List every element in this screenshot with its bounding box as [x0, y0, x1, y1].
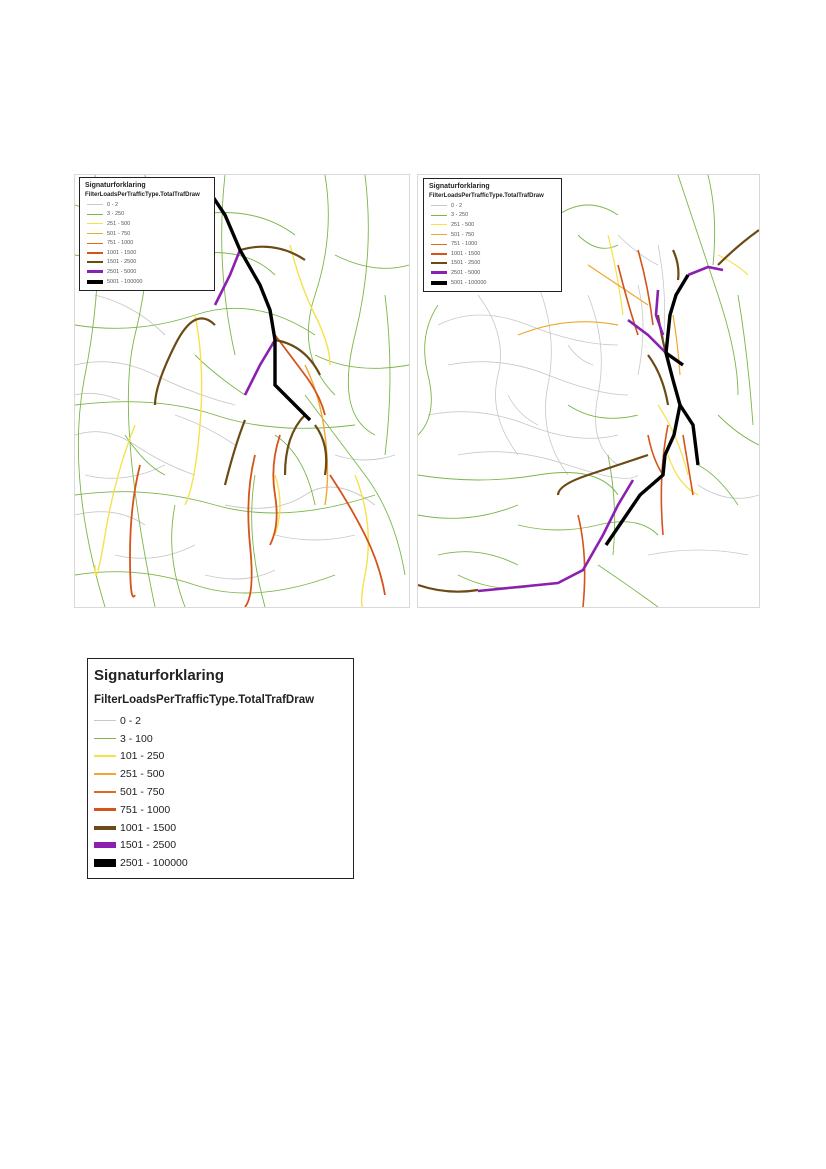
legend-row	[85, 219, 209, 229]
legend-label: 2501 - 5000	[107, 268, 137, 275]
legend-label: 1001 - 1500	[120, 821, 177, 834]
legend-row	[429, 230, 556, 240]
legend-row	[94, 837, 347, 855]
legend-swatch	[94, 808, 116, 811]
legend-swatch	[431, 244, 447, 245]
legend-row	[85, 229, 209, 239]
legend-swatch	[87, 280, 103, 284]
legend-label: 3 - 250	[451, 212, 469, 219]
legend-label: 751 - 1000	[107, 240, 134, 247]
legend-row	[85, 248, 209, 258]
legend-swatch	[94, 791, 116, 793]
map-right-legend-subtitle: FilterLoadsPerTrafficType.TotalTrafDraw	[429, 193, 544, 199]
main-legend-subtitle: FilterLoadsPerTrafficType.TotalTrafDraw	[94, 694, 315, 706]
legend-swatch	[431, 262, 447, 264]
legend-label: 501 - 750	[451, 231, 475, 238]
legend-label: 3 - 100	[120, 732, 153, 745]
legend-swatch	[431, 215, 447, 216]
legend-swatch	[94, 773, 116, 775]
legend-label: 751 - 1000	[451, 241, 478, 248]
legend-label: 1501 - 2500	[107, 259, 137, 266]
legend-label: 5001 - 100000	[451, 279, 487, 286]
legend-swatch	[87, 261, 103, 263]
legend-swatch	[87, 223, 103, 224]
map-left-legend-title: Signaturforklaring	[85, 182, 146, 189]
map-right-legend-title: Signaturforklaring	[429, 183, 490, 190]
legend-label: 501 - 750	[120, 786, 165, 799]
main-legend-title: Signaturforklaring	[94, 667, 225, 684]
map-right	[417, 174, 760, 608]
legend-row	[429, 268, 556, 278]
legend-swatch	[94, 842, 116, 848]
legend-row	[94, 712, 347, 730]
legend-label: 0 - 2	[120, 714, 142, 727]
legend-label: 501 - 750	[107, 230, 131, 237]
legend-swatch	[87, 214, 103, 215]
legend-swatch	[87, 270, 103, 273]
legend-label: 2501 - 100000	[120, 857, 188, 870]
legend-row	[429, 201, 556, 211]
legend-label: 3 - 250	[107, 211, 125, 218]
legend-swatch	[431, 281, 447, 285]
legend-row	[85, 200, 209, 210]
legend-swatch	[431, 224, 447, 225]
legend-label: 0 - 2	[107, 201, 119, 208]
legend-row	[94, 748, 347, 766]
legend-label: 2501 - 5000	[451, 269, 481, 276]
legend-label: 5001 - 100000	[107, 278, 143, 285]
legend-row	[94, 730, 347, 748]
legend-row	[429, 259, 556, 269]
legend-label: 251 - 500	[120, 768, 165, 781]
legend-label: 1501 - 2500	[451, 260, 481, 267]
legend-row	[94, 783, 347, 801]
legend-row	[429, 211, 556, 221]
legend-swatch	[431, 205, 447, 206]
legend-swatch	[94, 859, 116, 867]
legend-swatch	[94, 755, 116, 757]
legend-label: 1501 - 2500	[120, 839, 177, 852]
legend-swatch	[431, 234, 447, 235]
legend-swatch	[431, 271, 447, 274]
legend-swatch	[87, 204, 103, 205]
legend-swatch	[87, 252, 103, 254]
legend-swatch	[94, 826, 116, 830]
legend-label: 251 - 500	[107, 220, 131, 227]
legend-row	[94, 765, 347, 783]
legend-row	[94, 854, 347, 872]
legend-row	[85, 267, 209, 277]
legend-swatch	[87, 233, 103, 234]
legend-row	[429, 278, 556, 288]
legend-row	[85, 238, 209, 248]
map-left	[74, 174, 410, 608]
legend-row	[94, 801, 347, 819]
legend-label: 1001 - 1500	[451, 250, 481, 257]
legend-row	[429, 249, 556, 259]
legend-label: 0 - 2	[451, 202, 463, 209]
legend-swatch	[94, 720, 116, 721]
legend-row	[429, 220, 556, 230]
map-left-legend	[79, 177, 215, 291]
legend-label: 251 - 500	[451, 221, 475, 228]
legend-row	[85, 210, 209, 220]
legend-swatch	[87, 243, 103, 244]
legend-label: 751 - 1000	[120, 803, 171, 816]
legend-row	[85, 277, 209, 287]
legend-label: 101 - 250	[120, 750, 165, 763]
legend-label: 1001 - 1500	[107, 249, 137, 256]
legend-swatch	[431, 253, 447, 255]
legend-row	[94, 819, 347, 837]
legend-swatch	[94, 738, 116, 739]
legend-row	[429, 239, 556, 249]
map-left-legend-subtitle: FilterLoadsPerTrafficType.TotalTrafDraw	[85, 192, 200, 198]
legend-row	[85, 258, 209, 268]
map-right-legend	[423, 178, 562, 292]
main-legend	[87, 658, 354, 879]
